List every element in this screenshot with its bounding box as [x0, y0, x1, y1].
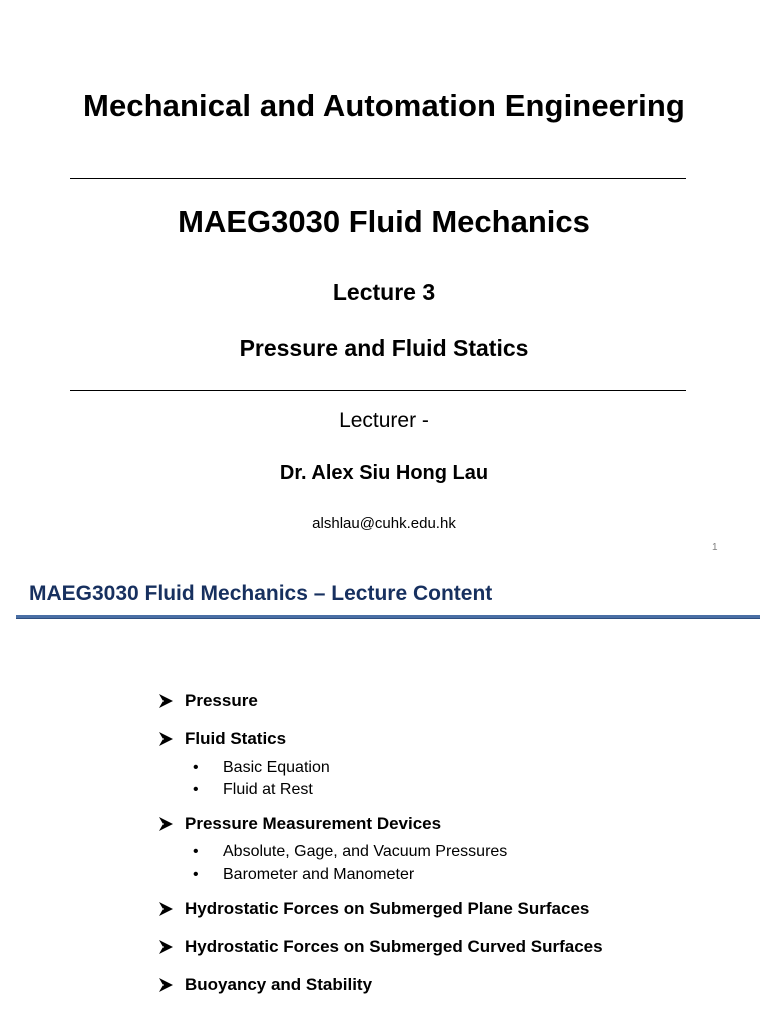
arrow-bullet-icon — [157, 816, 175, 832]
sub-list-item — [193, 866, 414, 884]
list-item — [157, 729, 286, 749]
top-divider — [70, 178, 686, 179]
lecture-number: Lecture 3 — [332, 279, 436, 305]
lecture-topic: Pressure and Fluid Statics — [239, 335, 529, 361]
sub-list-item — [193, 759, 330, 777]
list-item-label: Hydrostatic Forces on Submerged Curved Surfaces — [185, 937, 603, 956]
bullet-dot-icon: • — [193, 843, 199, 860]
bullet-dot-icon: • — [193, 781, 199, 798]
lecturer-email: alshlau@cuhk.edu.hk — [312, 515, 456, 532]
list-item-label: Pressure — [185, 691, 258, 710]
course-title: MAEG3030 Fluid Mechanics — [178, 204, 590, 239]
list-item — [157, 691, 258, 711]
bullet-dot-icon: • — [193, 759, 199, 776]
sub-list-item — [193, 781, 313, 799]
arrow-bullet-icon — [157, 693, 175, 709]
arrow-bullet-icon — [157, 901, 175, 917]
bottom-divider — [70, 390, 686, 391]
page-number: 1 — [712, 542, 718, 553]
list-item-label: Pressure Measurement Devices — [185, 814, 442, 833]
list-item — [157, 899, 589, 919]
arrow-bullet-icon — [157, 731, 175, 747]
list-item-label: Hydrostatic Forces on Submerged Plane Surfaces — [185, 899, 590, 918]
arrow-bullet-icon — [157, 939, 175, 955]
list-item — [157, 937, 603, 957]
sub-list-item-label: Absolute, Gage, and Vacuum Pressures — [223, 843, 508, 860]
arrow-bullet-icon — [157, 977, 175, 993]
list-item — [157, 975, 372, 995]
sub-list-item — [193, 843, 507, 861]
list-item-label: Fluid Statics — [185, 729, 287, 748]
sub-list-item-label: Barometer and Manometer — [223, 866, 415, 883]
lecturer-name: Dr. Alex Siu Hong Lau — [279, 462, 489, 484]
list-item — [157, 814, 441, 834]
sub-list-item-label: Fluid at Rest — [223, 781, 313, 798]
lecturer-label: Lecturer - — [339, 409, 429, 432]
content-slide-title: MAEG3030 Fluid Mechanics – Lecture Content — [29, 582, 493, 605]
sub-list-item-label: Basic Equation — [223, 759, 330, 776]
list-item-label: Buoyancy and Stability — [185, 975, 373, 994]
bullet-dot-icon: • — [193, 866, 199, 883]
department-title: Mechanical and Automation Engineering — [83, 88, 685, 123]
content-slide — [0, 565, 768, 1024]
title-underline-bar — [16, 615, 760, 619]
